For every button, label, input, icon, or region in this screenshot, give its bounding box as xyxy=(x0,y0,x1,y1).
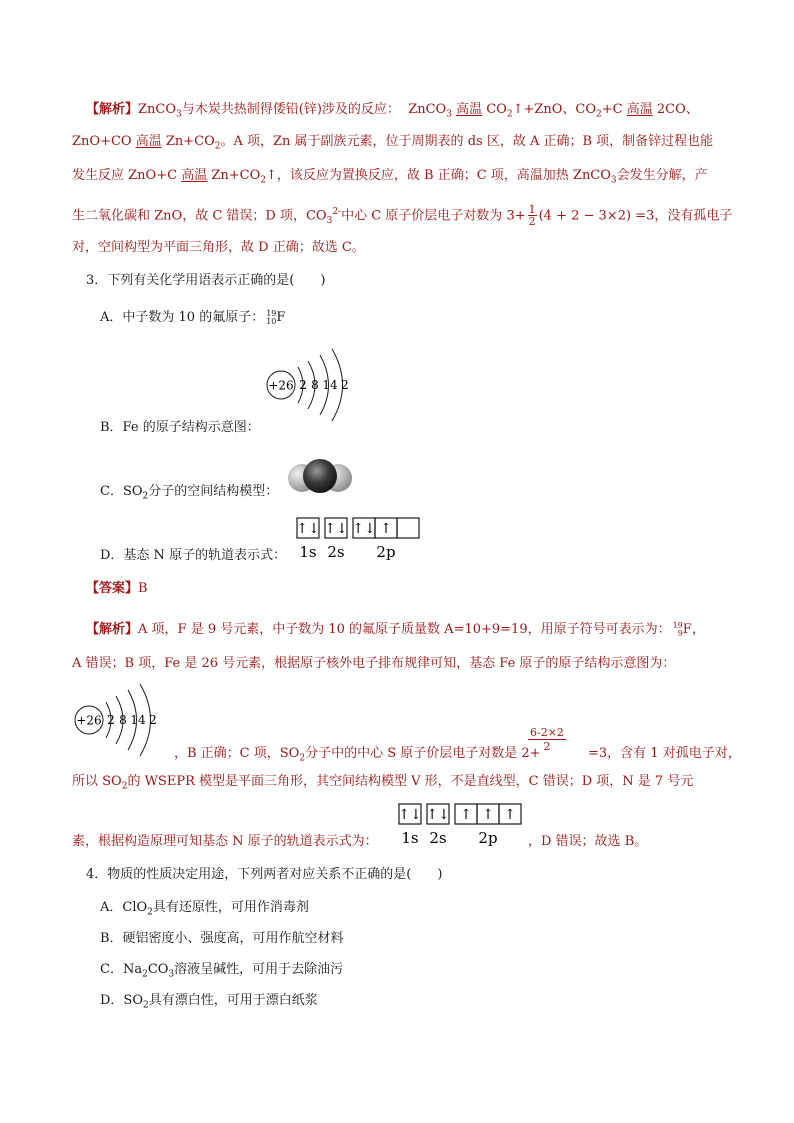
n-orbital-diagram-answer xyxy=(398,803,528,849)
isotope-notation: 19 10 xyxy=(266,308,277,326)
analysis-1-line-5: 对，空间构型为平面三角形，故 D 正确；故选 C。 xyxy=(72,240,365,255)
isotope-notation: 19 9 xyxy=(672,620,683,638)
question-4-option-a: A．ClO$_2$具有还原性，可用作消毒剂 xyxy=(100,900,309,918)
answer-value: B xyxy=(138,581,148,596)
question-3-option-b: B．Fe 的原子结构示意图： xyxy=(100,420,260,435)
shell-4-electrons: 2 xyxy=(341,378,349,392)
analysis-1-line-4: 生二氧化碳和 ZnO，故 C 错误；D 项，$CO_3^{2-}$中心 C 原子价层电子对数为 3+ $\frac{1}{2}$ (4 + 2 − 3×2) =3，没有孤电子 xyxy=(72,203,733,229)
analysis-2-line-2: A 错误；B 项，Fe 是 26 号元素，根据原子核外电子排布规律可知，基态 Fe 原子的原子结构示意图为： xyxy=(72,656,676,671)
shell-1-electrons: 2 xyxy=(299,378,307,392)
analysis-2-line-4: 所以 $SO_2$的 WSEPR 模型是平面三角形，其空间结构模型 V 形，不是直线型，C 错误；D 项，N 是 7 号元 xyxy=(72,774,694,792)
electron-arrows: ↑↓ xyxy=(352,521,376,537)
n-orbital-diagram-option xyxy=(296,517,426,563)
shell-3-electrons: 14 xyxy=(130,713,146,727)
electron-arrows: ↑ xyxy=(380,521,392,537)
question-4-option-b: B．硬铝密度小、强度高，可用作航空材料 xyxy=(100,931,344,946)
question-3-option-c: C．$SO_2$分子的空间结构模型： xyxy=(100,484,279,502)
electron-arrows: ↑↓ xyxy=(426,807,450,823)
question-4-stem: 4．物质的性质决定用途，下列两者对应关系不正确的是( ) xyxy=(86,867,443,882)
fe-atom-structure-diagram-answer xyxy=(72,680,182,760)
so2-space-filling-model xyxy=(288,456,352,500)
shell-1-electrons: 2 xyxy=(107,713,115,727)
question-4-option-d: D．$SO_2$具有漂白性，可用于漂白纸浆 xyxy=(100,993,318,1011)
nucleus-charge: +26 xyxy=(268,378,294,393)
fraction-valence-pairs: 6-2×2 2 xyxy=(530,726,564,753)
question-3-stem: 3．下列有关化学用语表示正确的是( ) xyxy=(86,273,326,288)
electron-arrows: ↑↓ xyxy=(398,807,422,823)
fe-atom-structure-diagram xyxy=(264,345,374,425)
analysis-1-line-2: ZnO+CO 高温 $Zn+CO_2$。A 项，Zn 属于副族元素，位于周期表的 ds 区，故 A 正确；B 项，制备锌过程也能 xyxy=(72,134,714,152)
shell-3-electrons: 14 xyxy=(322,378,338,392)
shell-4-electrons: 2 xyxy=(149,713,157,727)
orbital-label: 2s xyxy=(327,543,345,561)
electron-arrows: ↑ xyxy=(460,807,472,823)
analysis-2-line-3: ，B 正确；C 项，$SO_2$分子中的中心 S 原子价层电子对数是 2+ xyxy=(174,746,541,764)
question-3-option-d: D．基态 N 原子的轨道表示式： xyxy=(100,548,287,563)
electron-arrows: ↑↓ xyxy=(296,521,320,537)
electron-arrows: ↑ xyxy=(482,807,494,823)
analysis-1-line-3: 发生反应 ZnO+C 高温 $Zn+CO_2↑$，该反应为置换反应，故 B 正确；C 项，高温加热 ZnCO$_3$会发生分解，产 xyxy=(72,168,708,186)
orbital-box xyxy=(397,518,419,538)
analysis-1-line-1: 【解析】ZnCO$_3$与木炭共热制得倭铅(锌)涉及的反应： ZnCO$_3$ 高温 $CO_2↑+ZnO$、$CO_2+C$ 高温 2CO、 xyxy=(86,102,699,120)
analysis-2-line-1: 【解析】A 项，F 是 9 号元素，中子数为 10 的氟原子质量数 A=10+9=19，用原子符号可表示为： 19 9 F， xyxy=(86,620,705,638)
orbital-label: 1s xyxy=(299,543,317,561)
answer-line: 【答案】B xyxy=(86,581,148,596)
orbital-label: 2s xyxy=(429,829,447,847)
nucleus-charge: +26 xyxy=(76,713,102,728)
orbital-label: 1s xyxy=(401,829,419,847)
shell-2-electrons: 8 xyxy=(311,378,319,392)
orbital-label: 2p xyxy=(478,829,498,847)
fraction-one-half: $\frac{1}{2}$ xyxy=(528,203,536,229)
orbital-label: 2p xyxy=(376,543,396,561)
shell-2-electrons: 8 xyxy=(119,713,127,727)
question-3-option-a: A．中子数为 10 的氟原子： 19 10 F xyxy=(100,308,286,326)
electron-arrows: ↑ xyxy=(504,807,516,823)
electron-arrows: ↑↓ xyxy=(324,521,348,537)
analysis-2-line-3-end: =3，含有 1 对孤电子对， xyxy=(588,746,741,761)
question-4-option-c: C．$Na_2CO_3$溶液呈碱性，可用于去除油污 xyxy=(100,962,344,980)
analysis-2-line-5-end: ，D 错误；故选 B。 xyxy=(528,834,648,849)
analysis-2-line-5: 素，根据构造原理可知基态 N 原子的轨道表示式为： xyxy=(72,834,378,849)
